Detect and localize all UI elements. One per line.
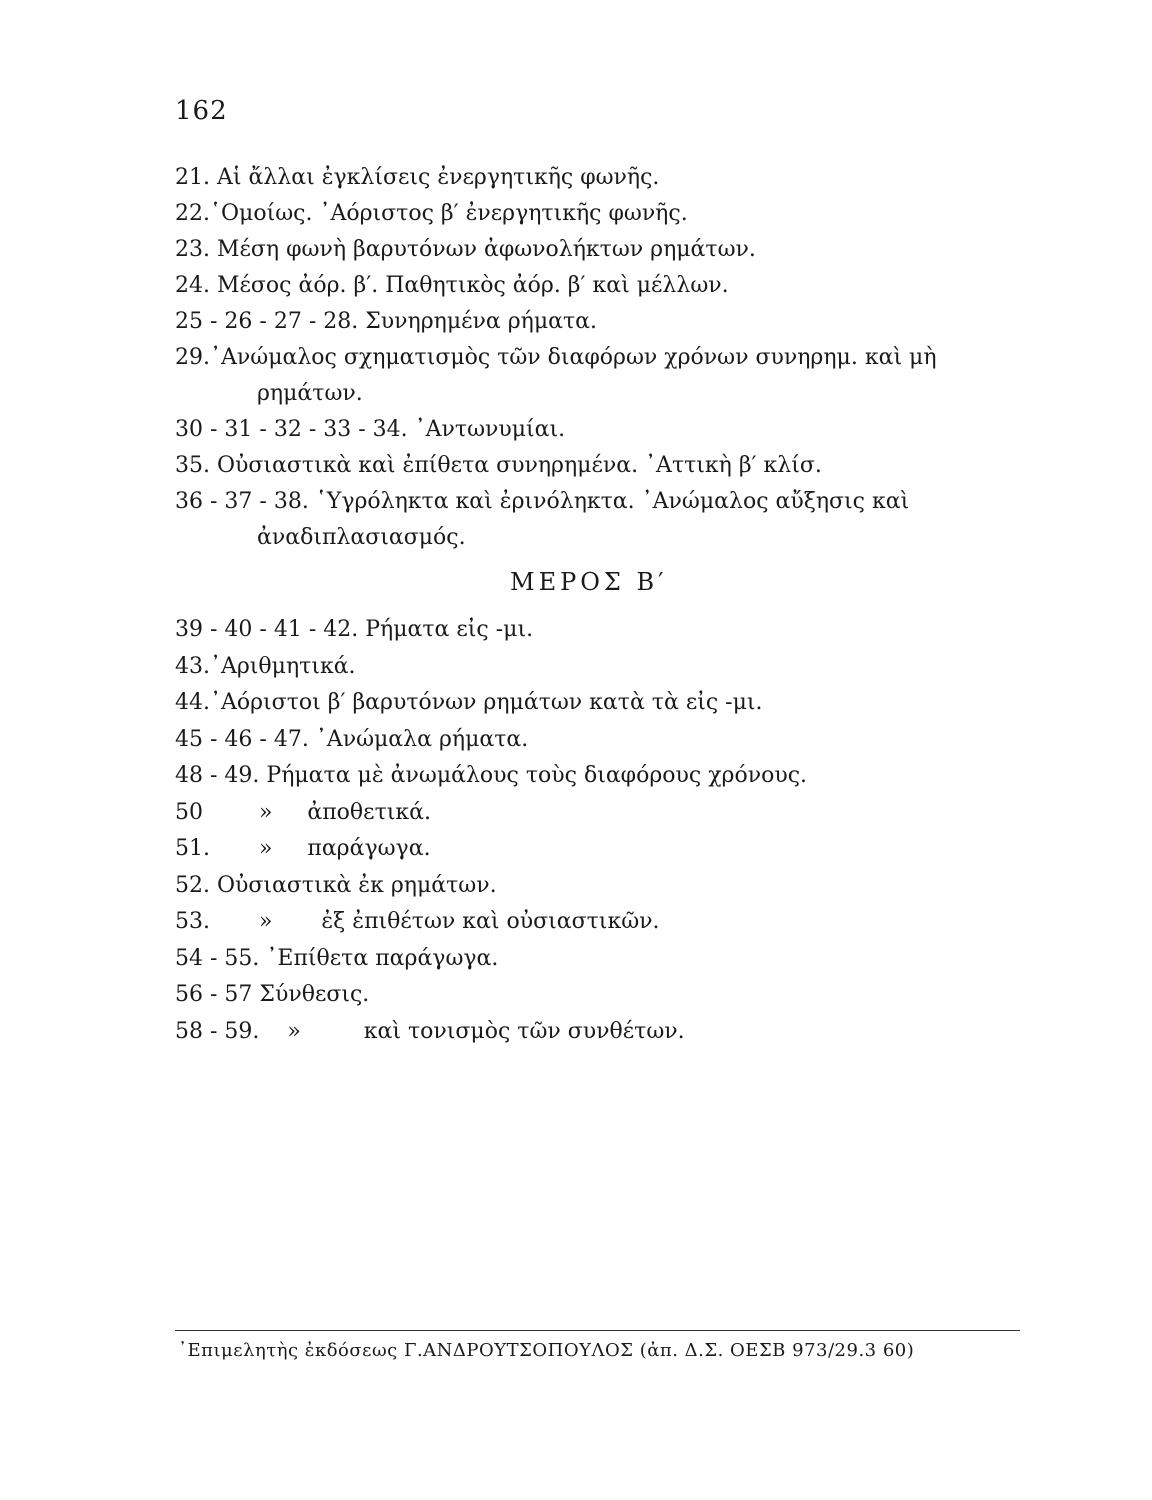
page-number: 162 (175, 96, 228, 126)
contents-entry: 35. Οὐσιαστικὰ καὶ ἐπίθετα συνηρημένα. ᾿Αττικὴ β′ κλίσ. (175, 453, 822, 478)
contents-entry: 45 - 46 - 47. ᾿Ανώμαλα ρήματα. (175, 726, 529, 752)
contents-entry: 21. Αἱ ἄλλαι ἐγκλίσεις ἐνεργητικῆς φωνῆς. (175, 165, 660, 190)
contents-entry: 52. Οὐσιαστικὰ ἐκ ρημάτων. (175, 872, 497, 898)
contents-entry: 22.῾Ομοίως. ᾿Αόριστος β′ ἐνεργητικῆς φωνῆς. (175, 201, 688, 226)
contents-entry: 58 - 59. » καὶ τονισμὸς τῶν συνθέτων. (175, 1018, 685, 1044)
contents-entry: 56 - 57 Σύνθεσις. (175, 982, 370, 1007)
contents-entry: 24. Μέσος ἀόρ. β′. Παθητικὸς ἀόρ. β′ καὶ μέλλων. (175, 273, 729, 298)
contents-entry: 44.᾿Αόριστοι β′ βαρυτόνων ρημάτων κατὰ τὰ εἰς -μι. (175, 690, 763, 715)
contents-entry: 25 - 26 - 27 - 28. Συνηρημένα ρήματα. (175, 309, 598, 334)
contents-entry: 51. » παράγωγα. (175, 836, 431, 861)
editor-credit-footer: ᾿Επιμελητὴς ἐκδόσεως Γ.ΑΝΔΡΟΥΤΣΟΠΟΥΛΟΣ (ἀπ. Δ.Σ. ΟΕΣΒ 973/29.3 60) (178, 1340, 915, 1361)
contents-entry-continuation: ρημάτων. (257, 381, 363, 406)
contents-entry: 30 - 31 - 32 - 33 - 34. ᾿Αντωνυμίαι. (175, 417, 566, 442)
contents-entry: 53. » ἐξ ἐπιθέτων καὶ οὐσιαστικῶν. (175, 909, 660, 934)
contents-entry: 39 - 40 - 41 - 42. Ρήματα εἰς -μι. (175, 617, 534, 642)
contents-entry: 43.᾿Αριθμητικά. (175, 653, 356, 679)
contents-entry-continuation: ἀναδιπλασιασμός. (257, 525, 466, 550)
contents-list-part-1 (175, 160, 1035, 556)
contents-entry: 23. Μέση φωνὴ βαρυτόνων ἀφωνολήκτων ρημάτων. (175, 237, 756, 262)
contents-entry: 36 - 37 - 38. ῾Υγρόληκτα καὶ ἐρινόληκτα. ᾿Ανώμαλος αὔξησις καὶ (175, 489, 910, 514)
contents-list-part-2 (175, 612, 1035, 1050)
contents-entry: 50 » ἀποθετικά. (175, 799, 431, 825)
contents-entry: 54 - 55. ᾿Επίθετα παράγωγα. (175, 945, 499, 971)
footer-divider (175, 1330, 1020, 1331)
section-heading: ΜΕΡΟΣ Β′ (510, 568, 668, 596)
contents-entry: 48 - 49. Ρήματα μὲ ἀνωμάλους τοὺς διαφόρους χρόνους. (175, 763, 808, 788)
contents-entry: 29.᾿Ανώμαλος σχηματισμὸς τῶν διαφόρων χρόνων συνηρημ. καὶ μὴ (175, 345, 937, 370)
